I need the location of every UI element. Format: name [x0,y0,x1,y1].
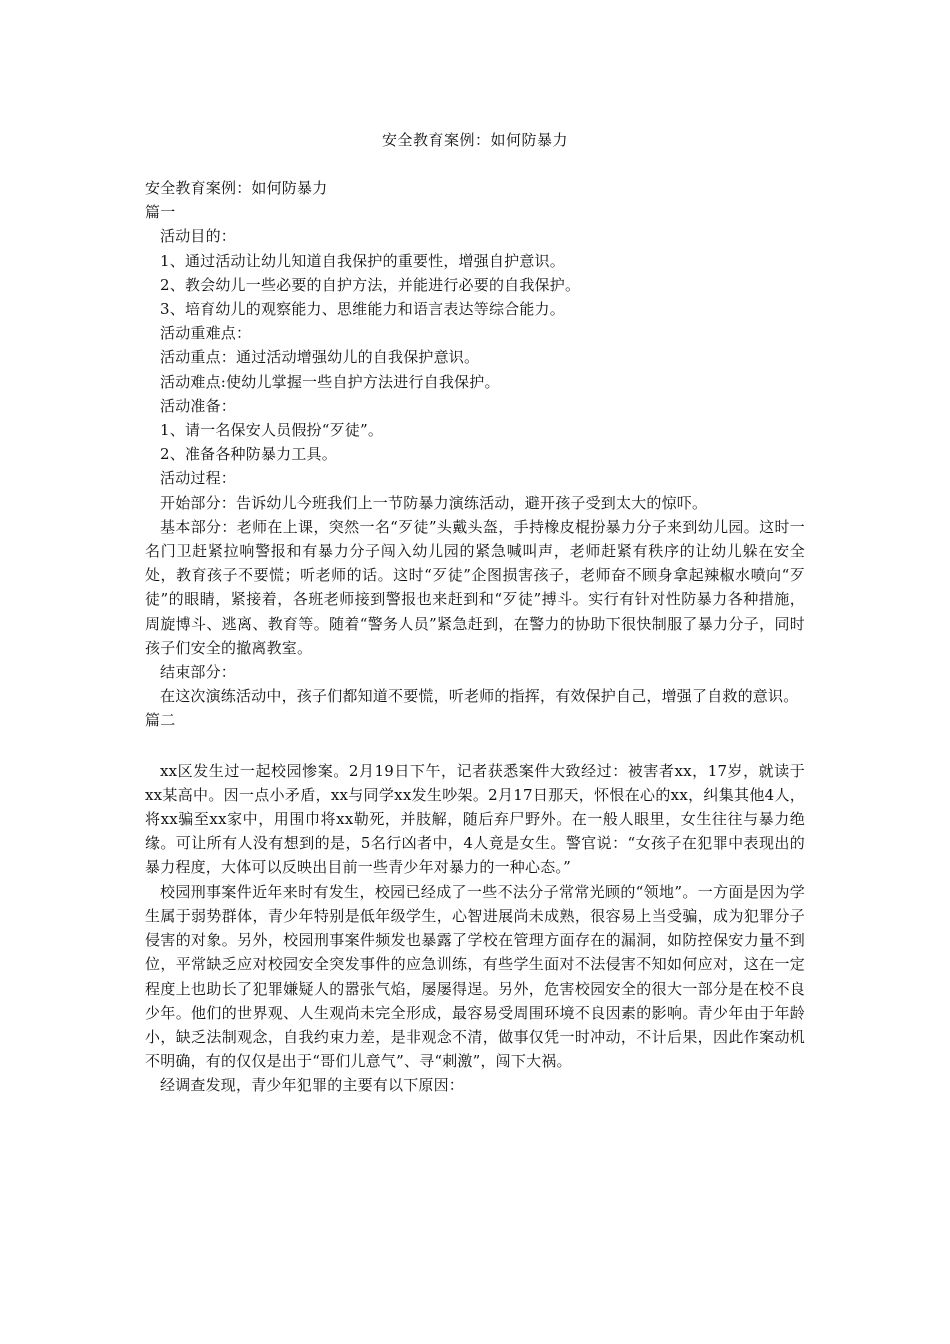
preparation-item-1: 1、请一名保安人员假扮“歹徒”。 [160,421,384,440]
case-paragraph-1: xx区发生过一起校园惨案。2月19日下午，记者获悉案件大致经过：被害者xx，17岁，就读于xx某高中。因一点小矛盾，xx与同学xx发生吵架。2月17日那天，怀恨在心的xx，纠集其他4人，将xx骗至xx家中，用围巾将xx勒死，并肢解，随后弃尸野外。在一般人眼里，女生往往与暴力绝缘。可让所有人没有想到的是，5名行凶者中，4人竟是女生。警官说：“女孩子在犯罪中表现出的暴力程度，大体可以反映出目前一些青少年对暴力的一种心态。” [145,761,805,877]
end-part-label: 结束部分： [160,663,237,682]
document-body [145,176,805,1098]
difficult-point: 活动难点:使幼儿掌握一些自护方法进行自我保护。 [160,372,500,391]
goal-item-1: 1、通过活动让幼儿知道自我保护的重要性，增强自护意识。 [160,251,565,270]
document-title: 安全教育案例：如何防暴力 [381,131,568,149]
goal-item-3: 3、培育幼儿的观察能力、思维能力和语言表达等综合能力。 [160,300,565,319]
key-point: 活动重点：通过活动增强幼儿的自我保护意识。 [160,348,480,367]
start-part: 开始部分：告诉幼儿今班我们上一节防暴力演练活动，避开孩子受到太大的惊吓。 [160,493,708,512]
part1-heading: 篇一 [145,203,176,222]
case-paragraph-3: 经调查发现，青少年犯罪的主要有以下原因： [160,1076,465,1095]
preparation-label: 活动准备： [160,396,237,415]
basic-part-paragraph: 基本部分：老师在上课，突然一名“歹徒”头戴头盔，手持橡皮棍扮暴力分子来到幼儿园。这时一名门卫赶紧拉响警报和有暴力分子闯入幼儿园的紧急喊叫声，老师赶紧有秩序的让幼儿躲在安全处，教育孩子不要慌；听老师的话。这时“歹徒”企图损害孩子，老师奋不顾身拿起辣椒水喷向“歹徒”的眼睛，紧接着，各班老师接到警报也来赶到和“歹徒”搏斗。实行有针对性防暴力各种措施，周旋博斗、逃离、教育等。随着“警务人员”紧急赶到，在警力的协助下很快制服了暴力分子，同时孩子们安全的撤离教室。 [145,517,805,657]
end-part-paragraph: 在这次演练活动中，孩子们都知道不要慌，听老师的指挥，有效保护自己，增强了自救的意识。 [160,687,799,706]
activity-goal-label: 活动目的： [160,227,237,246]
key-points-label: 活动重难点： [160,324,252,343]
process-label: 活动过程： [160,469,237,488]
part2-heading: 篇二 [145,711,176,730]
preparation-item-2: 2、准备各种防暴力工具。 [160,445,337,464]
blank-line [145,733,805,759]
document-subtitle: 安全教育案例：如何防暴力 [145,179,328,197]
goal-item-2: 2、教会幼儿一些必要的自护方法，并能进行必要的自我保护。 [160,275,581,294]
case-paragraph-2: 校园刑事案件近年来时有发生，校园已经成了一些不法分子常常光顾的“领地”。一方面是因为学生属于弱势群体，青少年特别是低年级学生，心智进展尚未成熟，很容易上当受骗，成为犯罪分子侵害的对象。另外，校园刑事案件频发也暴露了学校在管理方面存在的漏洞，如防控保安力量不到位，平常缺乏应对校园安全突发事件的应急训练，有些学生面对不法侵害不知如何应对，这在一定程度上也助长了犯罪嫌疑人的嚣张气焰，屡屡得逞。另外，危害校园安全的很大一部分是在校不良少年。他们的世界观、人生观尚未完全形成，最容易受周围环境不良因素的影响。青少年由于年龄小，缺乏法制观念，自我约束力差，是非观念不清，做事仅凭一时冲动，不计后果，因此作案动机不明确，有的仅仅是出于“哥们儿意气”、寻“刺激”，闯下大祸。 [145,882,805,1071]
